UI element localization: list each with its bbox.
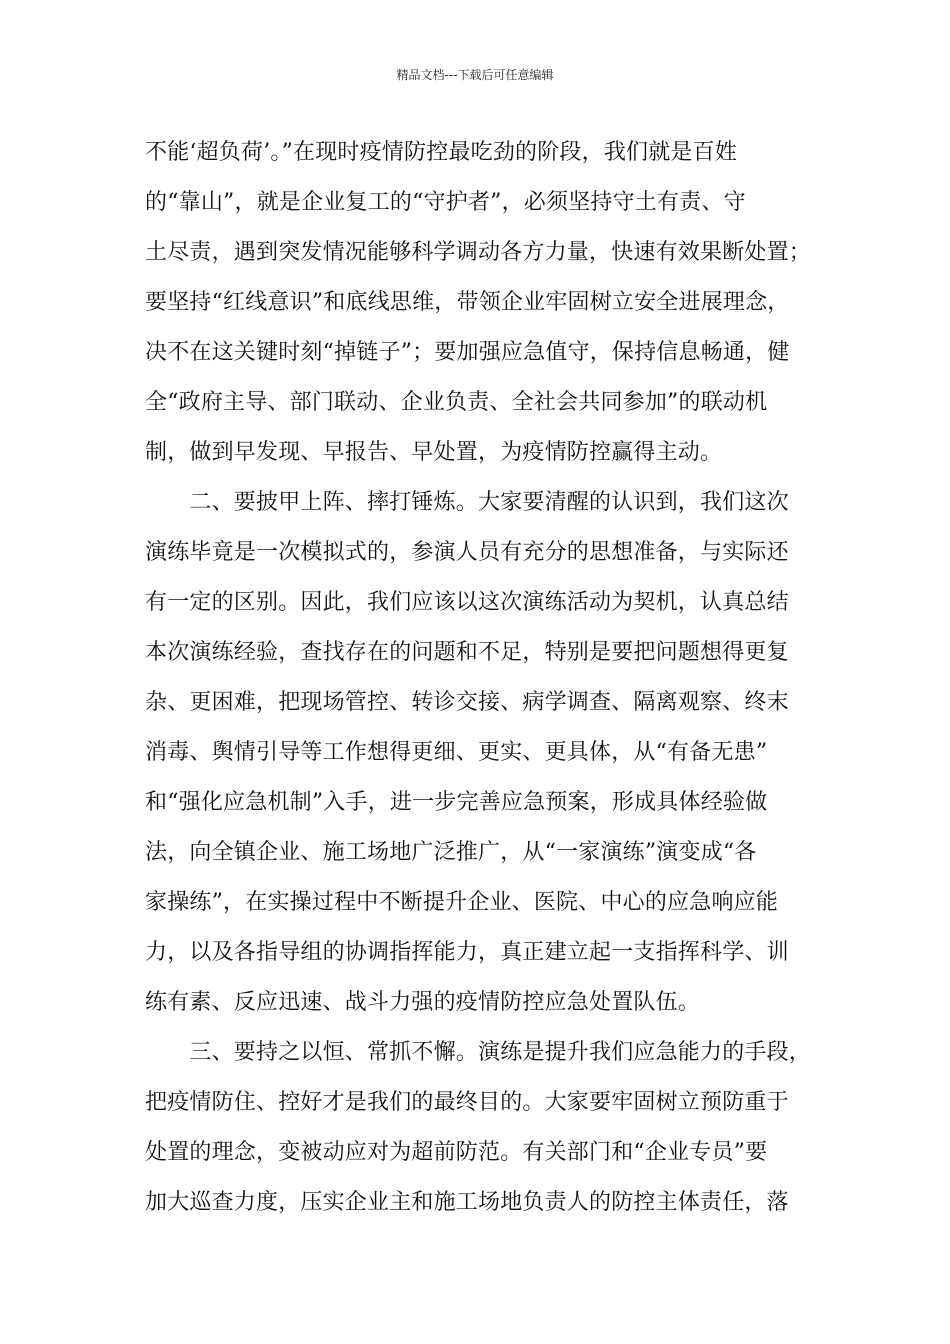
text-line: 杂、更困难，把现场管控、转诊交接、病学调查、隔离观察、终末 [145, 690, 789, 715]
text-line: 制，做到早发现、早报告、早处置，为疫情防控赢得主动。 [145, 440, 723, 465]
text-line: 练有素、反应迅速、战斗力强的疫情防控应急处置队伍。 [145, 990, 701, 1015]
text-line: 要坚持“红线意识”和底线思维，带领企业牢固树立安全进展理念， [145, 290, 790, 315]
text-line: 的“靠山”，就是企业复工的“守护者”，必须坚持守土有责、守 [145, 190, 746, 215]
text-line: 和“强化应急机制”入手，进一步完善应急预案，形成具体经验做 [145, 790, 768, 815]
text-line: 处置的理念，变被动应对为超前防范。有关部门和“企业专员”要 [145, 1140, 768, 1165]
text-line: 二、要披甲上阵、摔打锤炼。大家要清醒的认识到，我们这次 [145, 490, 789, 515]
text-line: 全“政府主导、部门联动、企业负责、全社会共同参加”的联动机 [145, 390, 768, 415]
text-line: 消毒、舆情引导等工作想得更细、更实、更具体，从“有备无患” [145, 740, 768, 765]
text-line: 演练毕竟是一次模拟式的，参演人员有充分的思想准备，与实际还 [145, 540, 789, 565]
text-line: 有一定的区别。因此，我们应该以这次演练活动为契机，认真总结 [145, 590, 789, 615]
text-line: 加大巡查力度，压实企业主和施工场地负责人的防控主体责任，落 [145, 1190, 789, 1215]
body-text [145, 128, 825, 1228]
text-line: 决不在这关键时刻“掉链子”；要加强应急值守，保持信息畅通，健 [145, 340, 790, 365]
text-line: 本次演练经验，查找存在的问题和不足，特别是要把问题想得更复 [145, 640, 789, 665]
text-line: 家操练”，在实操过程中不断提升企业、医院、中心的应急响应能 [145, 890, 779, 915]
text-line: 三、要持之以恒、常抓不懈。演练是提升我们应急能力的手段， [145, 1040, 812, 1065]
text-line: 土尽责，遇到突发情况能够科学调动各方力量，快速有效果断处置； [145, 240, 812, 265]
page-header: 精品文档---下载后可任意编辑 [396, 68, 554, 82]
text-line: 把疫情防住、控好才是我们的最终目的。大家要牢固树立预防重于 [145, 1090, 789, 1115]
text-line: 法，向全镇企业、施工场地广泛推广，从“一家演练”演变成“各 [145, 840, 757, 865]
text-line: 不能‘超负荷’。”在现时疫情防控最吃劲的阶段，我们就是百姓 [145, 140, 738, 165]
text-line: 力，以及各指导组的协调指挥能力，真正建立起一支指挥科学、训 [145, 940, 789, 965]
